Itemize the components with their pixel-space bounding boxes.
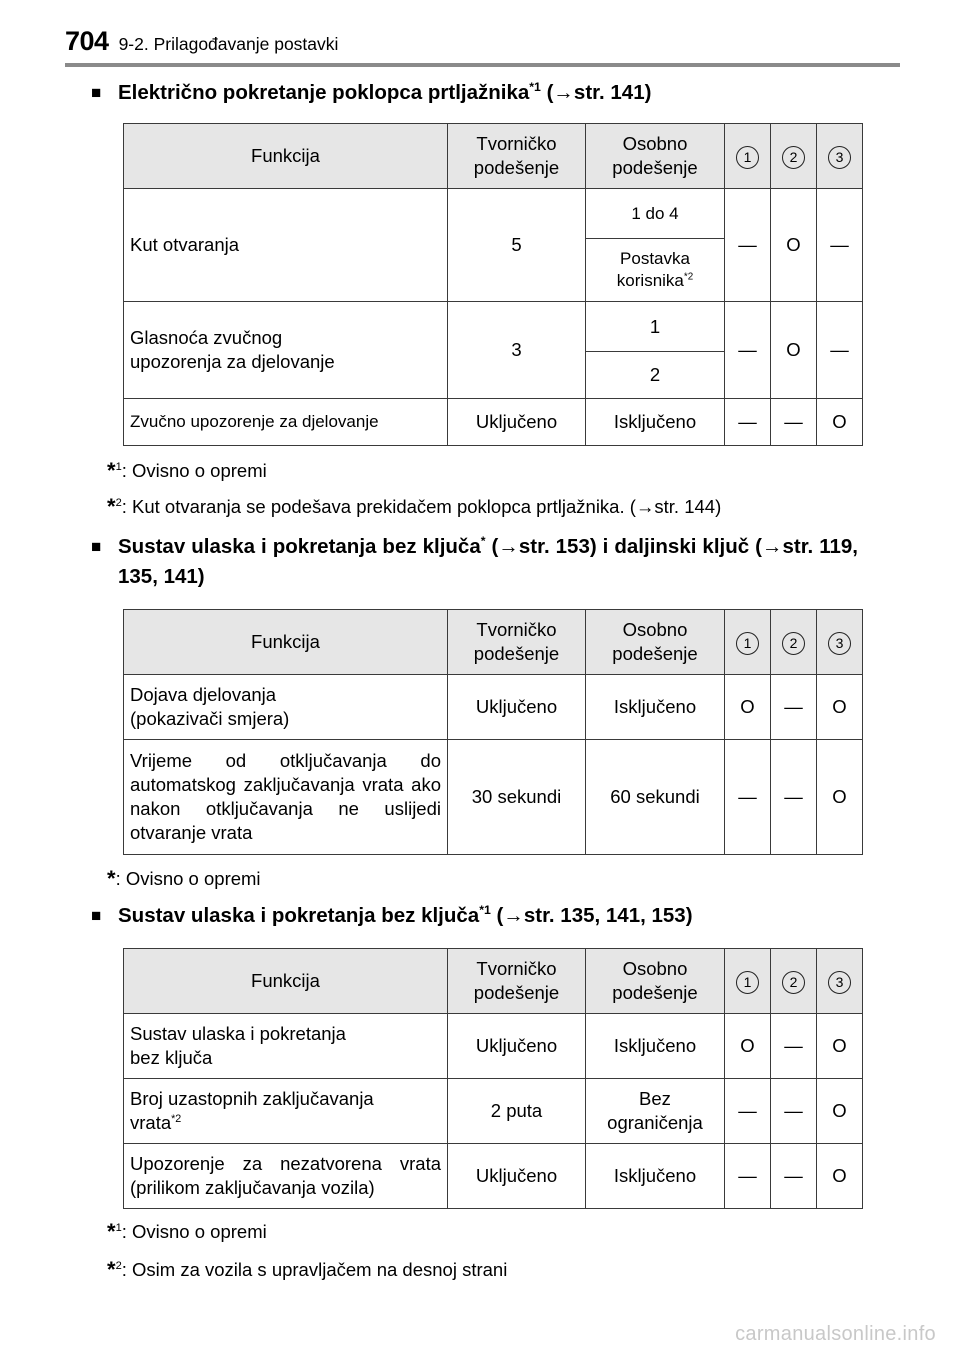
circled-1-icon: 1 [736,146,759,169]
mode-cell: O [725,675,771,740]
personal-cell: Isključeno [586,1014,725,1079]
column-header-personal: Osobno podešenje [586,610,725,675]
column-header-3 [817,610,863,675]
mode-cell: — [725,1079,771,1144]
mode-cell: O [817,1079,863,1144]
mode-cell: — [817,189,863,302]
table-row [124,1144,863,1209]
column-header-1 [725,949,771,1014]
column-header-function: Funkcija [124,124,448,189]
settings-table-power-tailgate [123,123,863,446]
footnote: *$^2$: Kut otvaranja se podešava prekidačem poklopca prtljažnika. (→str. 144) [107,494,722,519]
mode-cell: O [771,302,817,399]
personal-cell: Bez ograničenja [586,1079,725,1144]
mode-cell: — [771,1144,817,1209]
mode-cell: — [725,1144,771,1209]
settings-table-smart-entry-remote [123,609,863,855]
watermark: carmanualsonline.info [735,1323,936,1345]
column-header-3 [817,124,863,189]
column-header-function: Funkcija [124,949,448,1014]
column-header-factory: Tvorničko podešenje [448,949,586,1014]
mode-cell: — [725,189,771,302]
column-header-factory: Tvorničko podešenje [448,124,586,189]
table-row [124,740,863,855]
square-bullet-icon: ■ [91,537,102,556]
chapter-title: 9-2. Prilagođavanje postavki [118,34,339,54]
circled-3-icon: 3 [828,146,851,169]
header-divider [65,63,900,67]
square-bullet-icon: ■ [91,83,102,102]
mode-cell: — [725,302,771,399]
function-cell: Kut otvaranja [124,189,448,302]
table-header-row [124,124,863,189]
circled-1-icon: 1 [736,632,759,655]
mode-cell: — [771,399,817,446]
footnote: *$^1$: Ovisno o opremi [107,1219,267,1244]
column-header-personal: Osobno podešenje [586,949,725,1014]
mode-cell: — [725,399,771,446]
page-header [65,26,338,64]
footnote: *$^2$: Osim za vozila s upravljačem na desnoj strani [107,1257,508,1282]
personal-cell: Isključeno [586,1144,725,1209]
mode-cell: — [771,740,817,855]
personal-cell: Postavka korisnika$^{*2}$ [586,239,725,302]
mode-cell: O [817,740,863,855]
table-row [124,302,863,352]
circled-3-icon: 3 [828,632,851,655]
function-cell: Vrijeme od otključavanja do automatskog zaključavanja vrata ako nakon otključavanja ne uslijedi otvaranje vrata [124,740,448,855]
page-reference: (→str. 141) [546,81,652,104]
factory-cell: 5 [448,189,586,302]
table-header-row [124,610,863,675]
personal-cell: Isključeno [586,399,725,446]
function-cell: Dojava djelovanja (pokazivači smjera) [124,675,448,740]
mode-cell: O [771,189,817,302]
mode-cell: — [725,740,771,855]
mode-cell: O [817,399,863,446]
mode-cell: — [771,1079,817,1144]
function-cell: Zvučno upozorenje za djelovanje [124,399,448,446]
function-cell: Broj uzastopnih zaključavanja vrata$^{*2}$ [124,1079,448,1144]
footnote: *$^1$: Ovisno o opremi [107,458,267,483]
table-header-row [124,949,863,1014]
function-cell: Glasnoća zvučnog upozorenja za djelovanje [124,302,448,399]
mode-cell: O [725,1014,771,1079]
column-header-2 [771,124,817,189]
personal-cell: 1 do 4 [586,189,725,239]
circled-2-icon: 2 [782,146,805,169]
personal-cell: 60 sekundi [586,740,725,855]
section-title-power-tailgate [91,78,858,108]
table-row [124,189,863,239]
table-row [124,675,863,740]
column-header-2 [771,949,817,1014]
column-header-personal: Osobno podešenje [586,124,725,189]
footnote-marker: *1 [529,80,541,95]
circled-3-icon: 3 [828,971,851,994]
personal-cell: 1 [586,302,725,352]
mode-cell: — [771,675,817,740]
footnote: *: Ovisno o opremi [107,866,261,891]
column-header-1 [725,124,771,189]
factory-cell: Uključeno [448,675,586,740]
factory-cell: Uključeno [448,1144,586,1209]
column-header-2 [771,610,817,675]
square-bullet-icon: ■ [91,906,102,925]
circled-1-icon: 1 [736,971,759,994]
circled-2-icon: 2 [782,971,805,994]
table-row [124,399,863,446]
factory-cell: Uključeno [448,399,586,446]
table-row [124,1079,863,1144]
mode-cell: O [817,675,863,740]
factory-cell: 30 sekundi [448,740,586,855]
section-title-text: Električno pokretanje poklopca prtljažnika [118,81,530,104]
factory-cell: Uključeno [448,1014,586,1079]
mode-cell: — [771,1014,817,1079]
function-cell: Sustav ulaska i pokretanja bez ključa [124,1014,448,1079]
column-header-1 [725,610,771,675]
circled-2-icon: 2 [782,632,805,655]
column-header-factory: Tvorničko podešenje [448,610,586,675]
column-header-3 [817,949,863,1014]
column-header-function: Funkcija [124,610,448,675]
section-title-smart-entry: ■ Sustav ulaska i pokretanja bez ključa$^{*1}$ (→str. 135, 141, 153) [118,901,858,931]
section-title-smart-entry-remote: ■ Sustav ulaska i pokretanja bez ključa* (→str. 153) i daljinski ključ (→str. 119, 135, 141) [118,532,858,592]
factory-cell: 3 [448,302,586,399]
personal-cell: 2 [586,352,725,399]
mode-cell: O [817,1014,863,1079]
personal-cell: Isključeno [586,675,725,740]
mode-cell: — [817,302,863,399]
mode-cell: O [817,1144,863,1209]
factory-cell: 2 puta [448,1079,586,1144]
page-number: 704 [65,26,109,56]
settings-table-smart-entry [123,948,863,1209]
table-row [124,1014,863,1079]
function-cell: Upozorenje za nezatvorena vrata (prilikom zaključavanja vozila) [124,1144,448,1209]
